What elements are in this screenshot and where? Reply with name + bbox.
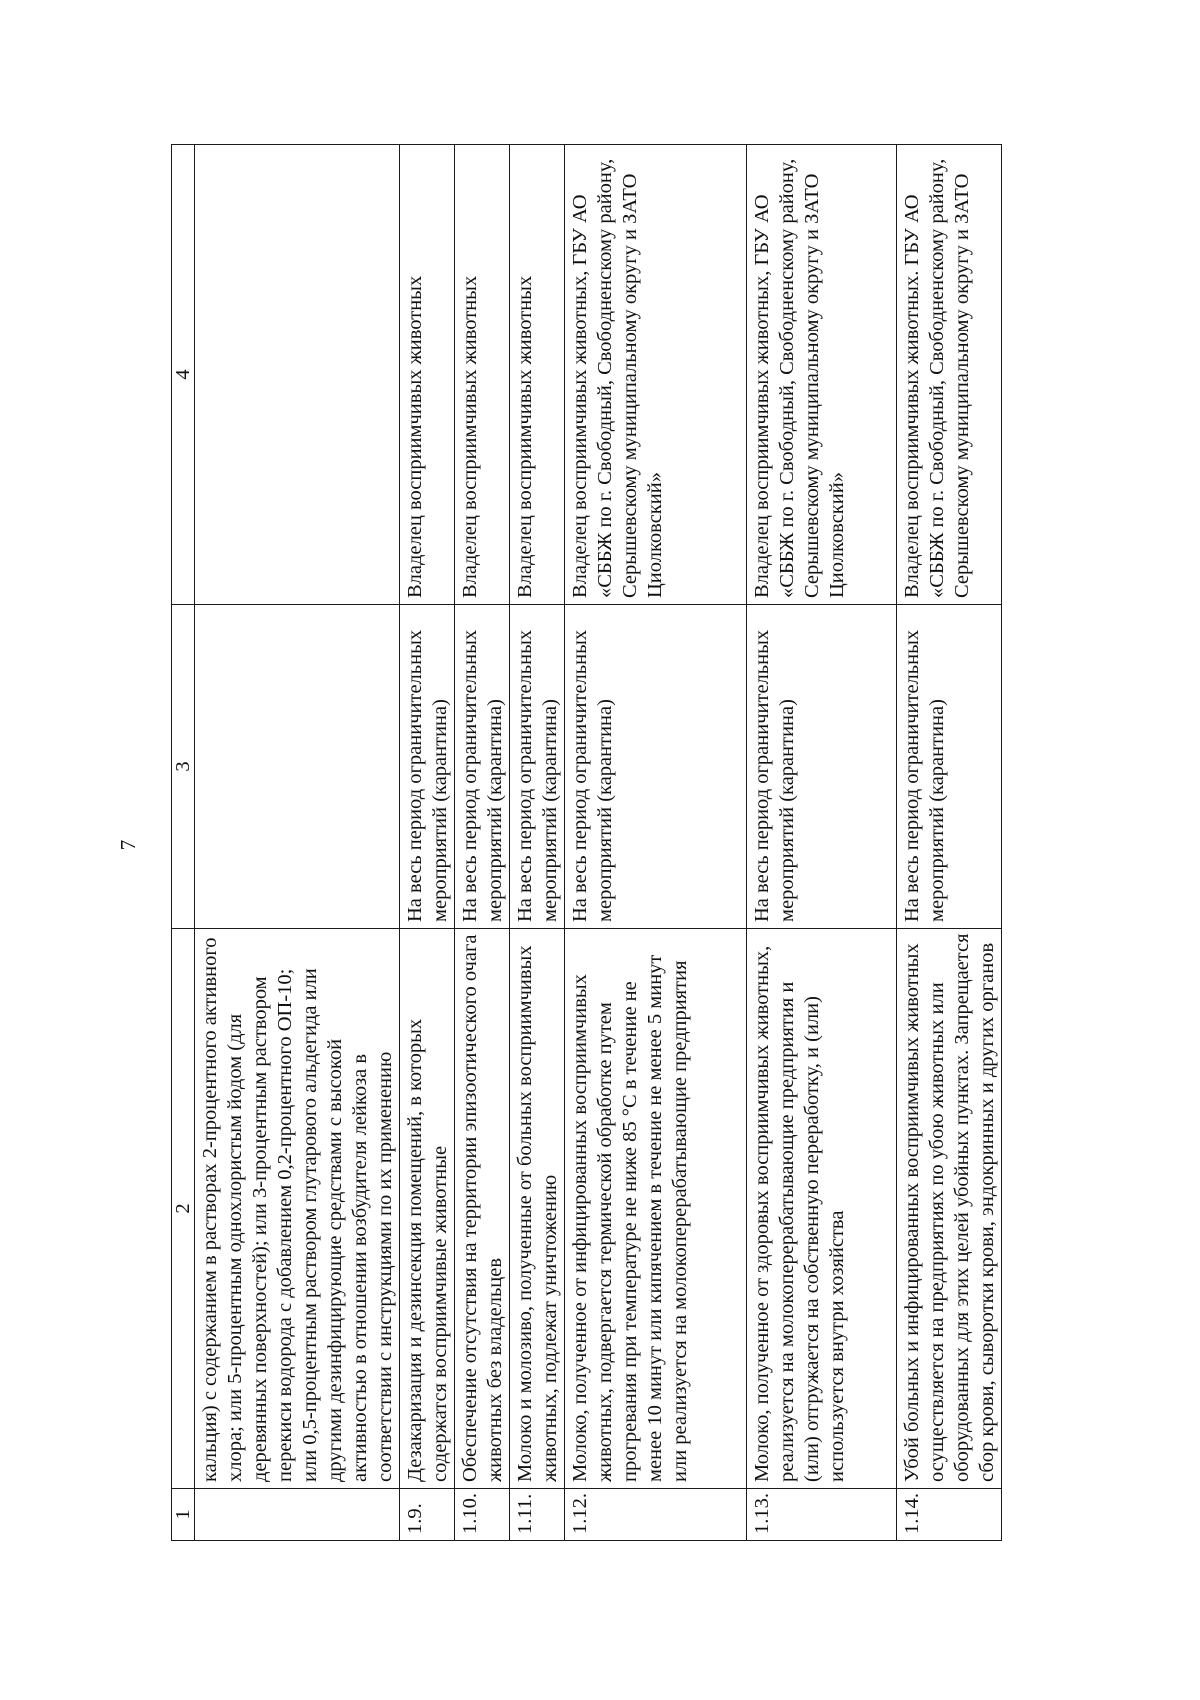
measure-text: Молоко и молозиво, полученные от больных восприимчивых животных, подлежат уничтожению bbox=[510, 929, 565, 1489]
measure-text: Убой больных и инфицированных восприимчивых животных осуществляется на предприятиях по убою животных или оборудованных для этих целей убойных пунктах. Запрещается сбор крови, сыворотки крови, эндокринных и других органов bbox=[897, 929, 1002, 1489]
table-row bbox=[400, 145, 455, 1541]
row-number: 1.13. bbox=[747, 1489, 897, 1541]
row-number: 1.14. bbox=[897, 1489, 1002, 1541]
table-row bbox=[195, 145, 400, 1541]
row-number: 1.9. bbox=[400, 1489, 455, 1541]
table-row bbox=[565, 145, 747, 1541]
table-row bbox=[455, 145, 510, 1541]
term-text: На весь период ограничительных мероприятий (карантина) bbox=[455, 605, 510, 929]
table-header-row bbox=[172, 145, 195, 1541]
measure-text: Обеспечение отсутствия на территории эпизоотического очага животных без владельцев bbox=[455, 929, 510, 1489]
responsible-text: Владелец восприимчивых животных. ГБУ АО «СББЖ по г. Свободный, Свободненскому району, Серышевскому муниципальному округу и ЗАТО bbox=[897, 145, 1002, 605]
measure-text: кальция) с содержанием в растворах 2-процентного активного хлора; или 5-процентным однохлористым йодом (для деревянных поверхностей); или 3-процентным раствором перекиси водорода с добавлением 0,2-процентного ОП-10; или 0,5-процентным раствором глутарового альдегида или другими дезинфицирующие средствами с высокой активностью в отношении возбудителя лейкоза в соответствии с инструкциями по их применению bbox=[195, 929, 400, 1489]
row-number: 1.12. bbox=[565, 1489, 747, 1541]
responsible-text bbox=[195, 145, 400, 605]
row-number: 1.11. bbox=[510, 1489, 565, 1541]
measure-text: Дезакаризация и дезинсекция помещений, в которых содержатся восприимчивые животные bbox=[400, 929, 455, 1489]
row-number bbox=[195, 1489, 400, 1541]
column-header: 3 bbox=[172, 605, 195, 929]
measure-text: Молоко, полученное от здоровых восприимчивых животных, реализуется на молокоперерабатывающие предприятия и (или) отгружается на собственную переработку, и (или) используется внутри хозяйства bbox=[747, 929, 897, 1489]
term-text: На весь период ограничительных мероприятий (карантина) bbox=[747, 605, 897, 929]
table-row bbox=[510, 145, 565, 1541]
table-row bbox=[747, 145, 897, 1541]
table-row bbox=[897, 145, 1002, 1541]
term-text bbox=[195, 605, 400, 929]
column-header: 2 bbox=[172, 929, 195, 1489]
rotated-table-container bbox=[171, 145, 1066, 1541]
responsible-text: Владелец восприимчивых животных, ГБУ АО «СББЖ по г. Свободный, Свободненскому району, Серышевскому муниципальному округу и ЗАТО Циолковский» bbox=[565, 145, 747, 605]
page-number: 7 bbox=[116, 839, 140, 851]
responsible-text: Владелец восприимчивых животных bbox=[400, 145, 455, 605]
term-text: На весь период ограничительных мероприятий (карантина) bbox=[565, 605, 747, 929]
row-number: 1.10. bbox=[455, 1489, 510, 1541]
term-text: На весь период ограничительных мероприятий (карантина) bbox=[400, 605, 455, 929]
responsible-text: Владелец восприимчивых животных bbox=[455, 145, 510, 605]
term-text: На весь период ограничительных мероприятий (карантина) bbox=[510, 605, 565, 929]
measure-text: Молоко, полученное от инфицированных восприимчивых животных, подвергается термической обработке путем прогревания при температуре не ниже 85 °С в течение не менее 10 минут или кипячением в течение не менее 5 минут или реализуется на молокоперерабатывающие предприятия bbox=[565, 929, 747, 1489]
responsible-text: Владелец восприимчивых животных, ГБУ АО «СББЖ по г. Свободный, Свободненскому району, Серышевскому муниципальному округу и ЗАТО Циолковский» bbox=[747, 145, 897, 605]
column-header: 1 bbox=[172, 1489, 195, 1541]
measures-table bbox=[171, 144, 1002, 1541]
column-header: 4 bbox=[172, 145, 195, 605]
responsible-text: Владелец восприимчивых животных bbox=[510, 145, 565, 605]
term-text: На весь период ограничительных мероприятий (карантина) bbox=[897, 605, 1002, 929]
